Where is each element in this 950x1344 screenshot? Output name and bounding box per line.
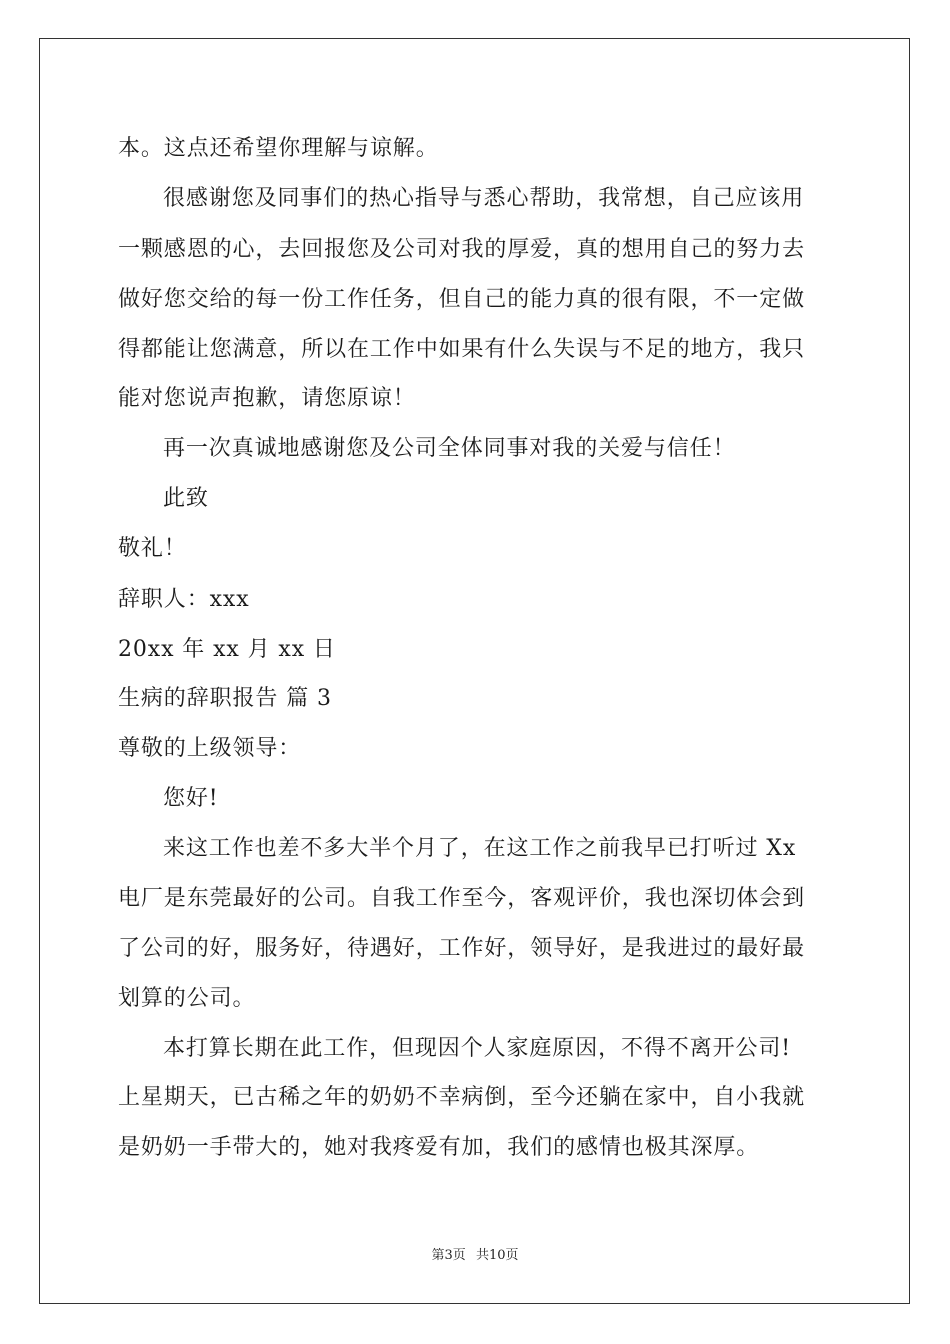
closing-salutation: 此致 [163, 486, 209, 511]
closing-respect: 敬礼！ [118, 536, 187, 561]
text-line: 是奶奶一手带大的，她对我疼爱有加，我们的感情也极其深厚。 [118, 1135, 760, 1160]
text-line: 了公司的好，服务好，待遇好，工作好，领导好，是我进过的最好最 [118, 936, 806, 961]
greeting-line: 尊敬的上级领导： [118, 736, 302, 761]
text-line: 很感谢您及同事们的热心指导与悉心帮助，我常想，自己应该用 [163, 186, 805, 211]
page-total: 共10页 [475, 1248, 519, 1263]
text-line: 能对您说声抱歉，请您原谅！ [118, 386, 416, 411]
text-line: 一颗感恩的心，去回报您及公司对我的厚爱，真的想用自己的努力去 [118, 237, 806, 262]
date-line: 20xx 年 xx 月 xx 日 [118, 637, 336, 662]
section-title: 生病的辞职报告 篇 3 [118, 686, 332, 711]
text-line: 划算的公司。 [118, 986, 256, 1011]
signature-line: 辞职人：xxx [118, 587, 250, 612]
text-line: 得都能让您满意，所以在工作中如果有什么失误与不足的地方，我只 [118, 337, 806, 362]
text-line: 本打算长期在此工作，但现因个人家庭原因，不得不离开公司! [163, 1036, 792, 1061]
page-frame [39, 38, 910, 1304]
page-number: 第3页 [431, 1248, 466, 1263]
text-line: 电厂是东莞最好的公司。自我工作至今，客观评价，我也深切体会到 [118, 886, 806, 911]
page-footer [0, 1247, 950, 1265]
greeting-hello: 您好! [163, 786, 219, 811]
text-line: 来这工作也差不多大半个月了，在这工作之前我早已打听过 Xx [163, 836, 797, 861]
text-line: 上星期天，已古稀之年的奶奶不幸病倒，至今还躺在家中，自小我就 [118, 1085, 806, 1110]
text-line: 本。这点还希望你理解与谅解。 [118, 136, 439, 161]
text-line: 做好您交给的每一份工作任务，但自己的能力真的很有限，不一定做 [118, 287, 806, 312]
text-line: 再一次真诚地感谢您及公司全体同事对我的关爱与信任！ [163, 436, 736, 461]
